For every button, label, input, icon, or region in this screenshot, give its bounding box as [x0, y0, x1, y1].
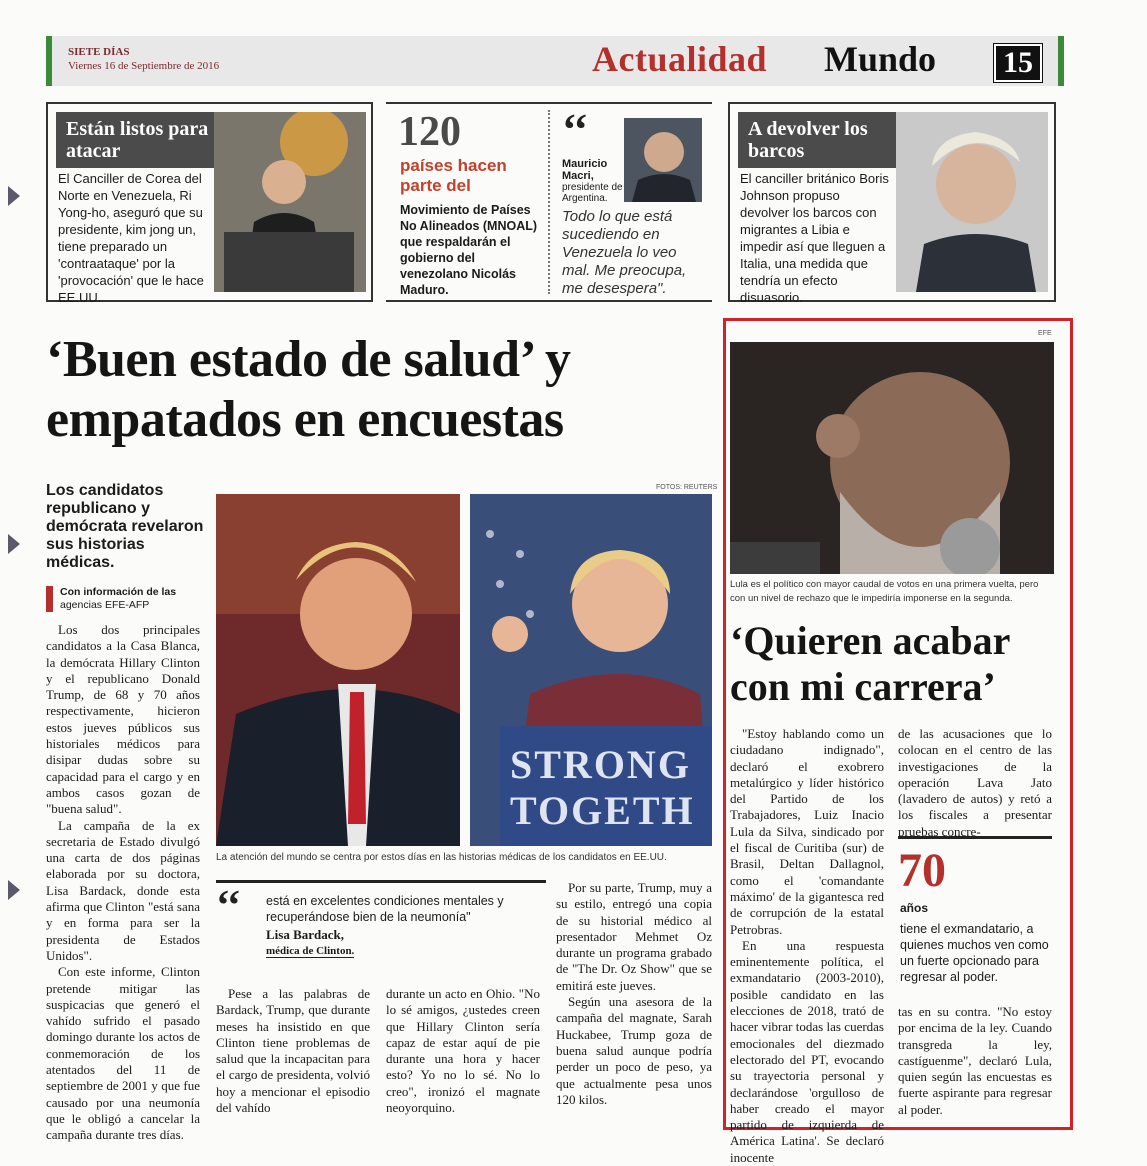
photo-credit: EFE — [1038, 330, 1052, 337]
brief-boris-johnson — [728, 102, 1056, 305]
campaign-sign: STRONG TOGETH — [510, 742, 695, 833]
paragraph: Con este informe, Clinton pretende mitigar las suspicacias que generó el vahído sufrido el pasado domingo durante los actos de conmemoración de los atentados del 11 de septiembre de 2001 y que fue causado por una neumonía que le obligó a cancelar la campaña durante tres días. — [46, 964, 200, 1143]
paragraph: En una respuesta eminentemente política, el exmandatario (2003-2010), posible candidato en las elecciones de 2018, trató de hacer vibrar todas las cuerdas emocionales del diezmado electorado del PT, evocando su trayectoria personal y declarándose 'orgulloso de haber creado el mayor partido de izquierda de América Latina'. Se declaró inocente — [730, 937, 884, 1165]
paragraph: de las acusaciones que lo colocan en el centro de las investigaciones de la operación Lava Jato (lavadero de autos) y retó a los fiscales a presentar pruebas concre- — [898, 726, 1052, 839]
stat-box — [898, 836, 1052, 984]
divider — [548, 110, 550, 294]
source-line: Con información de las — [60, 586, 177, 598]
article-column-2 — [216, 986, 370, 1116]
boris-johnson-photo — [896, 112, 1048, 292]
article-deck: Los candidatos republicano y demócrata revelaron sus historias médicas. — [46, 482, 204, 571]
pull-quote — [216, 880, 546, 957]
page-number: 15 — [994, 44, 1042, 82]
stat-unit: años — [900, 901, 929, 915]
stat-text: tiene el exmandatario, a quienes muchos ven como un fuerte opcionado para regresar al poder. — [900, 922, 1049, 984]
brief-body: El canciller británico Boris Johnson propuso devolver los barcos con migrantes a Libia e impedir así que lleguen a Italia, una medida que tendría un efecto disuasorio. — [740, 171, 889, 305]
margin-arrow-icon — [8, 880, 20, 900]
stat-body: Movimiento de Países No Alineados (MNOAL) que respaldarán el gobierno del venezolano Nicolás Maduro. — [400, 203, 538, 297]
lula-photo — [730, 342, 1054, 574]
photo-credit: FOTOS: REUTERS — [656, 484, 718, 491]
source-line: agencias EFE-AFP — [60, 599, 150, 611]
quote-text: Todo lo que está sucediendo en Venezuela lo veo mal. Me preocupa, me desespera". — [562, 208, 687, 297]
page-header — [46, 36, 1064, 86]
margin-arrow-icon — [8, 186, 20, 206]
macri-photo — [624, 118, 702, 202]
side-headline: ‘Quieren acabar con mi carrera’ — [730, 618, 1010, 709]
brief-title: Están listos para atacar — [56, 112, 224, 168]
stat-highlight: países hacen parte del — [400, 156, 507, 195]
subsection-title: Mundo — [824, 39, 937, 79]
paragraph: "Estoy hablando como un ciudadano indignado", declaró el exobrero metalúrgico y líder histórico del Partido de los Trabajadores, Luiz Inacio Lula da Silva, sindicado por el fiscal de Curitiba (sur) de Brasil, Deltan Dallagnol, como el 'comandante máximo' de la gigantesca red de corrupción de la estatal Petrobras. — [730, 726, 884, 937]
trump-photo — [216, 494, 460, 846]
paragraph: Los dos principales candidatos a la Casa Blanca, la demócrata Hillary Clinton y el republicano Donald Trump, de 68 y 70 años respectivamente, hicieron estos jueves públicos sus historiales médicos para disipar dudas sobre su capacidad para el cargo y en ambos casos gozan de "buena salud". — [46, 622, 200, 817]
publication-tag: SIETE DÍAS — [68, 46, 130, 58]
article-column-4 — [556, 880, 712, 1108]
pull-quote-text: está en excelentes condiciones mentales y recuperándose bien de la neumonía" — [266, 894, 504, 924]
photo-caption: La atención del mundo se centra por estos días en las historias médicas de los candidatos en EE.UU. — [216, 852, 667, 863]
paragraph: Por su parte, Trump, muy a su estilo, entregó una copia de su historial médico al presentador Mehmet Oz durante un programa grabado de "The Dr. Oz Show" que se emitirá este jueves. — [556, 880, 712, 993]
quote-person-role: presidente de Argentina. — [562, 182, 623, 204]
side-column-2b — [898, 1004, 1052, 1118]
brief-title: A devolver los barcos — [738, 112, 906, 168]
photo-caption: Lula es el político con mayor caudal de votos en una primera vuelta, pero con un nivel de rechazo que le impediría imponerse en la segunda. — [730, 579, 1039, 604]
main-headline: ‘Buen estado de salud’ y empatados en encuestas — [46, 331, 571, 448]
paragraph: La campaña de la ex secretaria de Estado divulgó una carta de dos páginas elaborada por su doctora, Lisa Bardack, donde esta afirma que Clinton "está sana y en forma para ser la presidenta de Estados Unidos". — [46, 817, 200, 963]
paragraph: durante un acto en Ohio. "No lo sé amigos, ¿ustedes creen que Hillary Clinton sería capaz de estar aquí de pie durante una hora y hacer esto? Yo no lo sé. No lo creo", ironizó el magnate neoyorquino. — [386, 986, 540, 1116]
kim-jong-un-photo — [214, 112, 366, 292]
margin-arrow-icon — [8, 534, 20, 554]
article-column-1 — [46, 622, 200, 1144]
pull-quote-role: médica de Clinton. — [266, 945, 355, 957]
paragraph: Pese a las palabras de Bardack, Trump, que durante meses ha insistido en que Clinton tiene problemas de salud que la incapacitan para el cargo de presidenta, volvió hoy a mencionar el episodio del vahído — [216, 986, 370, 1116]
clinton-photo — [470, 494, 712, 846]
publication-date: Viernes 16 de Septiembre de 2016 — [68, 60, 220, 72]
brief-nonaligned — [386, 102, 712, 302]
stat-number: 120 — [398, 109, 461, 155]
source-marker — [46, 586, 53, 612]
quote-mark-icon: ‘‘ — [562, 105, 589, 154]
side-column-1 — [730, 726, 884, 1166]
pull-quote-name: Lisa Bardack, — [266, 927, 345, 942]
stat-number: 70 — [898, 844, 946, 897]
article-column-3 — [386, 986, 540, 1116]
side-column-2 — [898, 726, 1052, 840]
brief-body: El Canciller de Corea del Norte en Venezuela, Ri Yong-ho, aseguró que su presidente, kim jong un, tiene preparado un 'contraataque' por la 'provocación' que le hace EE.UU. — [58, 171, 204, 305]
paragraph: Según una asesora de la campaña del magnate, Sarah Huckabee, Trump goza de buena salud aunque podría perder un poco de peso, ya que actualmente pesa unos 120 kilos. — [556, 994, 712, 1107]
brief-north-korea — [46, 102, 373, 305]
quote-person-name: Mauricio Macri, — [562, 158, 608, 182]
quote-mark-icon: ‘‘ — [216, 883, 241, 929]
paragraph: tas en su contra. "No estoy por encima de la ley. Cuando transgreda la ley, castíguenme", declaró Lula, quien según las encuestas es fuerte aspirante para regresar al poder. — [898, 1004, 1052, 1117]
section-title: Actualidad — [592, 39, 768, 79]
